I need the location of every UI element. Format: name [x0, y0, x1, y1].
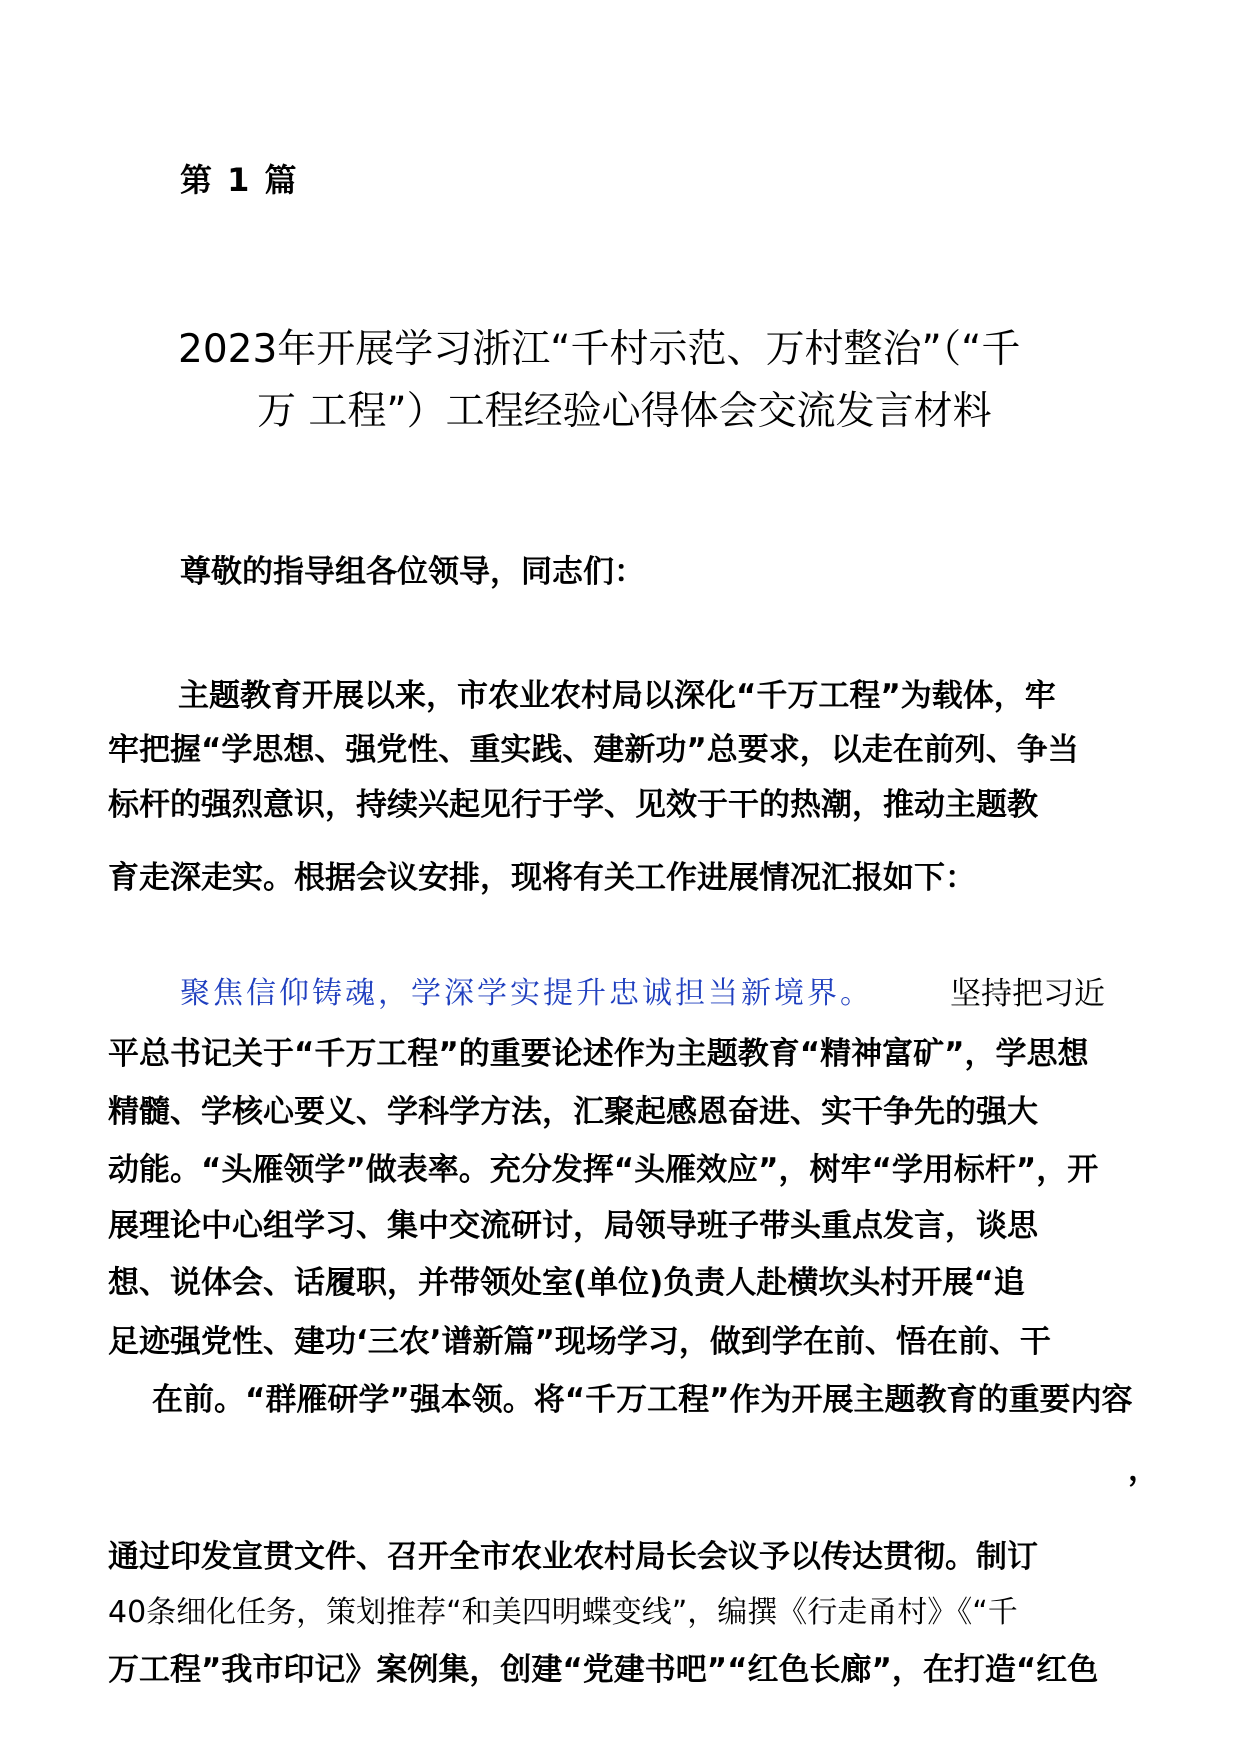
- salutation: 尊敬的指导组各位领导，同志们：: [180, 554, 645, 590]
- paragraph-1-line: 主题教育开展以来，市农业农村局以深化“千万工程”为载体，牢: [178, 678, 1056, 714]
- paragraph-2-line: 想、说体会、话履职，并带领处室(单位)负责人赴横坎头村开展“追: [108, 1265, 1025, 1301]
- trailing-comma: ，: [1128, 1452, 1159, 1488]
- paragraph-2-line: 动能。“头雁领学”做表率。充分发挥“头雁效应”，树牢“学用标杆”，开: [108, 1152, 1099, 1188]
- paragraph-2-line: 坚持把习近: [950, 976, 1105, 1012]
- document-title-line-2: 万 工程”）工程经验心得体会交流发言材料: [257, 389, 992, 434]
- paragraph-3-line: 万工程”我市印记》案例集，创建“党建书吧”“红色长廊”，在打造“红色: [108, 1652, 1099, 1688]
- paragraph-3-line: 通过印发宣贯文件、召开全市农业农村局长会议予以传达贯彻。制订: [108, 1539, 1038, 1575]
- chapter-heading: 第 1 篇: [180, 161, 299, 199]
- paragraph-2-line: 精髓、学核心要义、学科学方法，汇聚起感恩奋进、实干争先的强大: [108, 1094, 1038, 1130]
- paragraph-2-line: 足迹强党性、建功‘三农’谱新篇”现场学习，做到学在前、悟在前、干: [108, 1324, 1051, 1360]
- paragraph-2-line: 展理论中心组学习、集中交流研讨，局领导班子带头重点发言，谈思: [108, 1208, 1038, 1244]
- paragraph-2-line: 平总书记关于“千万工程”的重要论述作为主题教育“精神富矿”，学思想: [108, 1036, 1089, 1072]
- paragraph-1-line: 牢把握“学思想、强党性、重实践、建新功”总要求，以走在前列、争当: [108, 732, 1079, 768]
- paragraph-2-line: 在前。“群雁研学”强本领。将“千万工程”作为开展主题教育的重要内容: [152, 1382, 1133, 1418]
- paragraph-1-line: 标杆的强烈意识，持续兴起见行于学、见效于干的热潮，推动主题教: [108, 787, 1038, 823]
- section-heading: 聚焦信仰铸魂，学深学实提升忠诚担当新境界。: [180, 976, 873, 1011]
- paragraph-3-line: 40条细化任务，策划推荐“和美四明蝶变线”，编撰《行走甬村》《“千: [108, 1595, 1018, 1630]
- document-title-line-1: 2023年开展学习浙江“千村示范、万村整治”（“千: [178, 327, 1021, 372]
- paragraph-1-line: 育走深走实。根据会议安排，现将有关工作进展情况汇报如下：: [108, 860, 976, 896]
